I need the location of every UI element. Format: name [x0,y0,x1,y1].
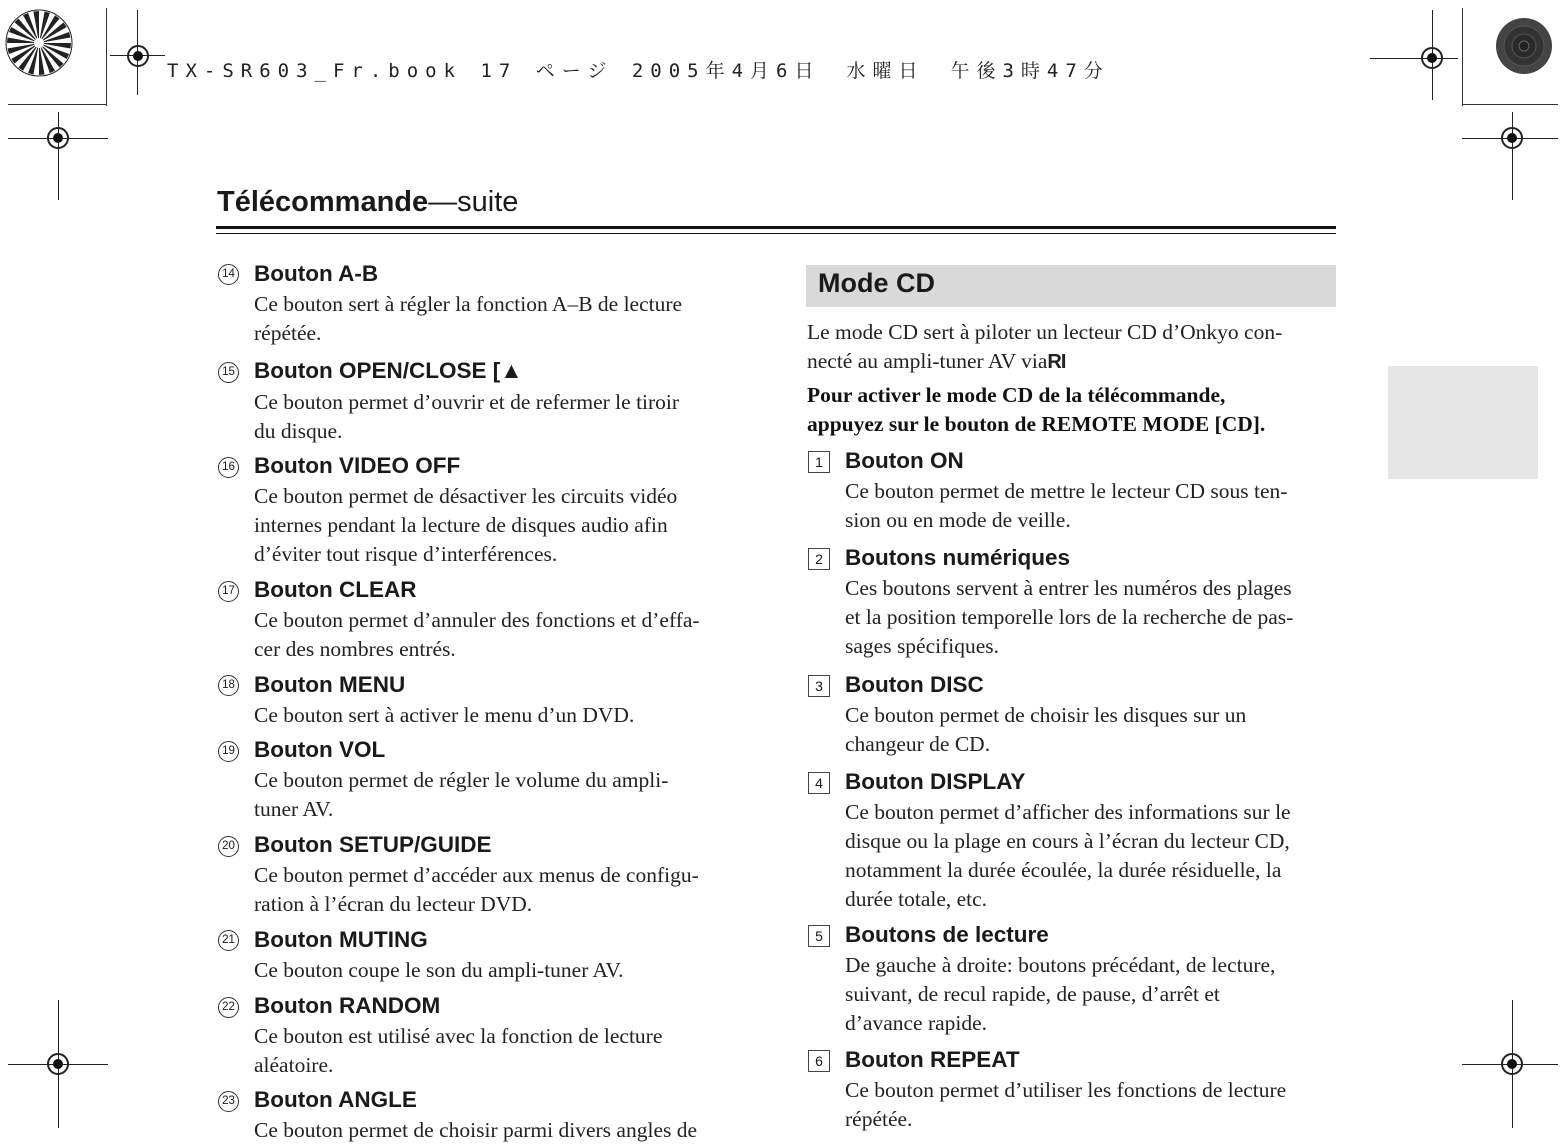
item-body: Ce bouton permet de choisir les disques sur un changeur de CD. [845,703,1247,756]
print-header: TX-SR603_Fr.book 17 ページ 2005年4月6日 水曜日 午後3時47分 [167,60,1110,82]
color-target-icon [4,8,74,78]
page-title [217,186,518,219]
item-number-badge: 15 [218,362,239,383]
item-heading: Bouton ON [845,448,964,473]
item-body: Ce bouton permet d’annuler des fonctions et d’effa- cer des nombres entrés. [254,608,700,661]
item-body: Ce bouton coupe le son du ampli-tuner AV. [254,958,624,982]
item-number-box: 4 [808,772,830,794]
side-tab [1388,366,1538,479]
section-intro: Le mode CD sert à piloter un lecteur CD d’Onkyo con- necté au ampli-tuner AV viaRI [807,320,1283,373]
item-heading: Bouton MUTING [254,927,428,952]
page-title-suffix: —suite [428,186,519,218]
item-heading: Bouton A-B [254,261,379,286]
item-number-badge: 23 [218,1091,239,1112]
item-number-badge: 16 [218,457,239,478]
registration-mark-icon [47,127,69,149]
item-heading: Bouton RANDOM [254,993,441,1018]
item-body: Ce bouton permet de mettre le lecteur CD sous ten- sion ou en mode de veille. [845,479,1288,532]
item-heading: Boutons de lecture [845,922,1049,947]
item-number-badge: 18 [218,675,239,696]
title-rule [216,226,1336,229]
item-heading: Bouton VOL [254,737,386,762]
item-number-box: 6 [808,1050,830,1072]
item-heading: Bouton REPEAT [845,1047,1020,1072]
item-heading: Bouton DISC [845,672,984,697]
item-body: De gauche à droite: boutons précédant, de lecture, suivant, de recul rapide, de pause, d’arrêt et d’avance rapide. [845,953,1276,1035]
item-number-box: 1 [808,451,830,473]
item-number-badge: 17 [218,581,239,602]
item-heading: Bouton VIDEO OFF [254,453,461,478]
registration-mark-icon [47,1053,69,1075]
item-number-badge: 21 [218,930,239,951]
section-title: Mode CD [818,268,935,298]
item-heading: Bouton SETUP/GUIDE [254,832,492,857]
ri-logo: RI [1047,351,1066,373]
page-title-main: Télécommande [217,186,429,218]
item-body: Ce bouton sert à régler la fonction A–B de lecture répétée. [254,292,683,345]
registration-mark-icon [1421,47,1443,69]
item-heading: Bouton DISPLAY [845,769,1026,794]
registration-mark-icon [1501,127,1523,149]
item-number-badge: 19 [218,741,239,762]
item-heading: Boutons numériques [845,545,1071,570]
item-body: Ce bouton permet de choisir parmi divers angles de [254,1118,698,1142]
item-body: Ce bouton permet de régler le volume du ampli- tuner AV. [254,768,669,821]
item-body: Ces boutons servent à entrer les numéros des plages et la position temporelle lors de la recherche de pas- sages spécifiques. [845,576,1294,658]
item-body: Ce bouton permet d’ouvrir et de refermer le tiroir du disque. [254,390,680,443]
item-heading: Bouton ANGLE [254,1087,417,1112]
item-heading: Bouton OPEN/CLOSE [▲ [254,358,523,383]
item-number-badge: 20 [218,836,239,857]
registration-mark-icon [1501,1053,1523,1075]
item-number-box: 2 [808,548,830,570]
item-number-box: 3 [808,675,830,697]
title-rule-thin [216,233,1336,234]
item-body: Ce bouton permet d’afficher des informations sur le disque ou la plage en cours à l’écran du lecteur CD, notamment la durée écoulée, la durée résiduelle, la durée totale, etc. [845,800,1291,911]
item-body: Ce bouton sert à activer le menu d’un DVD. [254,703,635,727]
item-heading: Bouton CLEAR [254,577,417,602]
item-body: Ce bouton est utilisé avec la fonction de lecture aléatoire. [254,1024,663,1077]
gray-target-icon [1494,16,1554,76]
item-number-badge: 22 [218,997,239,1018]
item-number-badge: 14 [218,264,239,285]
registration-mark-icon [127,45,149,67]
item-body: Ce bouton permet d’utiliser les fonctions de lecture répétée. [845,1078,1287,1131]
section-instruction: Pour activer le mode CD de la télécommande, appuyez sur le bouton de REMOTE MODE [CD]. [807,383,1266,436]
item-heading: Bouton MENU [254,672,406,697]
item-body: Ce bouton permet de désactiver les circuits vidéo internes pendant la lecture de disques audio afin d’éviter tout risque d’interférences. [254,484,678,566]
item-number-box: 5 [808,925,830,947]
item-body: Ce bouton permet d’accéder aux menus de configu- ration à l’écran du lecteur DVD. [254,863,699,916]
